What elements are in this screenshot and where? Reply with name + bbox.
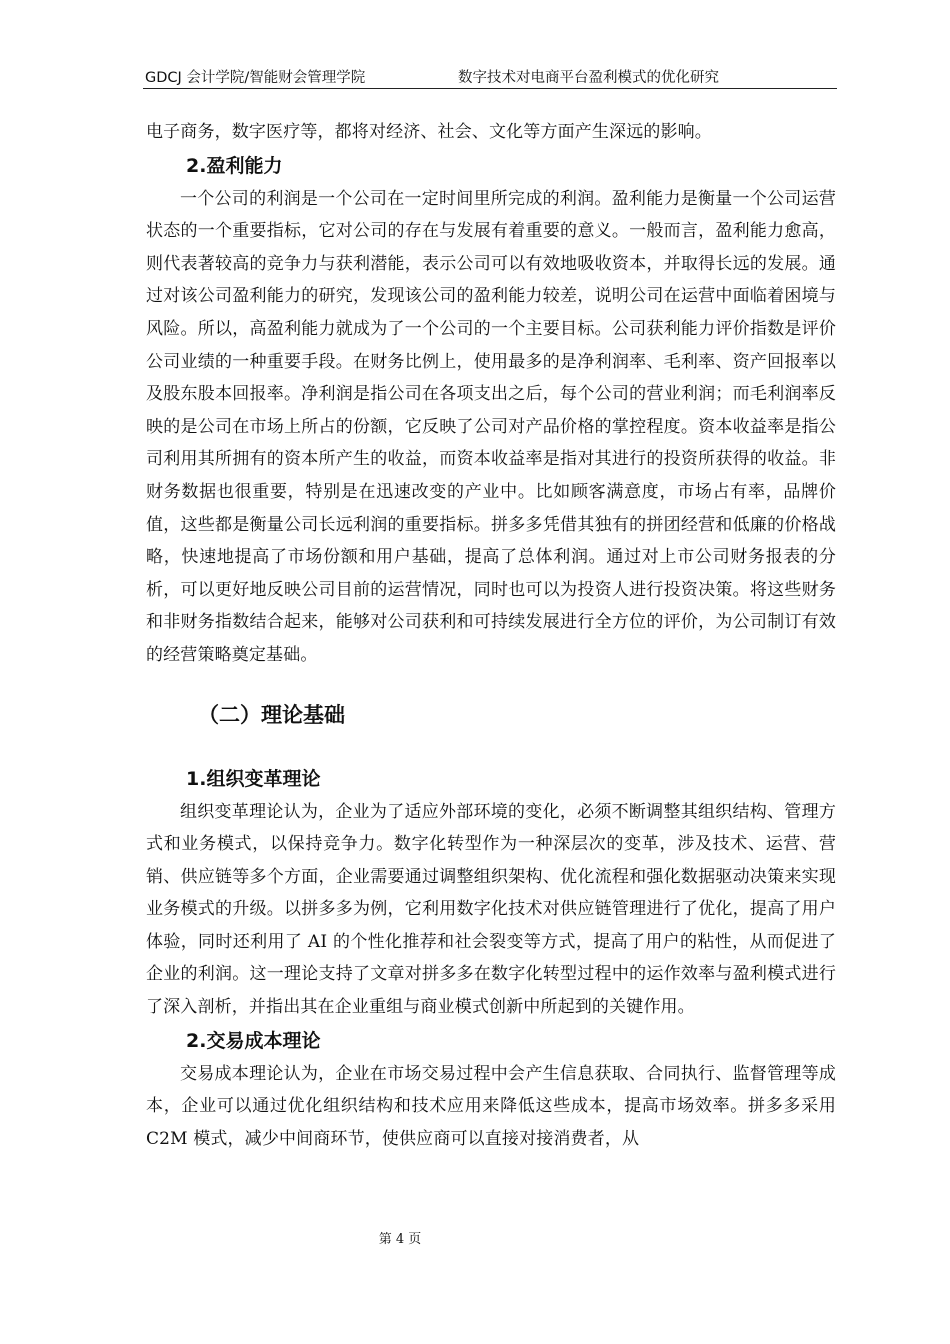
header-institution: GDCJ 会计学院/智能财会管理学院 (145, 70, 366, 86)
heading-transaction-cost-theory: 2.交易成本理论 (186, 1029, 321, 1052)
page-header (143, 68, 837, 89)
paragraph-profitability: 一个公司的利润是一个公司在一定时间里所完成的利润。盈利能力是衡量一个公司运营状态的一个重要指标，它对公司的存在与发展有着重要的意义。一般而言，盈利能力愈高，则代表著较高的竞争力与获利潜能，表示公司可以有效地吸收资本，并取得长远的发展。通过对该公司盈利能力的研究，发现该公司的盈利能力较差，说明公司在运营中面临着困境与风险。所以，高盈利能力就成为了一个公司的一个主要目标。公司获利能力评价指数是评价公司业绩的一种重要手段。在财务比例上，使用最多的是净利润率、毛利率、资产回报率以及股东股本回报率。净利润是指公司在各项支出之后，每个公司的营业利润；而毛利润率反映的是公司在市场上所占的份额，它反映了公司对产品价格的掌控程度。资本收益率是指公司利用其所拥有的资本所产生的收益，而资本收益率是指对其进行的投资所获得的收益。非财务数据也很重要，特别是在迅速改变的产业中。比如顾客满意度，市场占有率，品牌价值，这些都是衡量公司长远利润的重要指标。拼多多凭借其独有的拼团经营和低廉的价格战略，快速地提高了市场份额和用户基础，提高了总体利润。通过对上市公司财务报表的分析，可以更好地反映公司目前的运营情况，同时也可以为投资人进行投资决策。将这些财务和非财务指数结合起来，能够对公司获利和可持续发展进行全方位的评价，为公司制订有效的经营策略奠定基础。 (146, 188, 836, 665)
section-spacer (146, 732, 836, 762)
section-spacer (146, 672, 836, 698)
paragraph-transaction-cost-theory: 交易成本理论认为，企业在市场交易过程中会产生信息获取、合同执行、监督管理等成本，企业可以通过优化组织结构和技术应用来降低这些成本，提高市场效率。拼多多采用 C2M 模式，减少中间商环节，使供应商可以直接对接消费者，从 (146, 1063, 836, 1149)
heading-profitability: 2.盈利能力 (186, 154, 283, 177)
page-body (146, 116, 836, 1155)
paragraph-digital-economy: 电子商务，数字医疗等，都将对经济、社会、文化等方面产生深远的影响。 (146, 122, 712, 142)
header-paper-title: 数字技术对电商平台盈利模式的优化研究 (458, 70, 719, 86)
heading-theory-basis: （二）理论基础 (198, 702, 345, 727)
page-number: 第 4 页 (378, 1232, 422, 1247)
paragraph-org-change-theory: 组织变革理论认为，企业为了适应外部环境的变化，必须不断调整其组织结构、管理方式和业务模式，以保持竞争力。数字化转型作为一种深层次的变革，涉及技术、运营、营销、供应链等多个方面，企业需要通过调整组织架构、优化流程和强化数据驱动决策来实现业务模式的升级。以拼多多为例，它利用数字化技术对供应链管理进行了优化，提高了用户体验，同时还利用了 AI 的个性化推荐和社会裂变等方式，提高了用户的粘性，从而促进了企业的利润。这一理论支持了文章对拼多多在数字化转型过程中的运作效率与盈利模式进行了深入剖析，并指出其在企业重组与商业模式创新中所起到的关键作用。 (146, 801, 836, 1018)
heading-org-change-theory: 1.组织变革理论 (186, 767, 321, 790)
